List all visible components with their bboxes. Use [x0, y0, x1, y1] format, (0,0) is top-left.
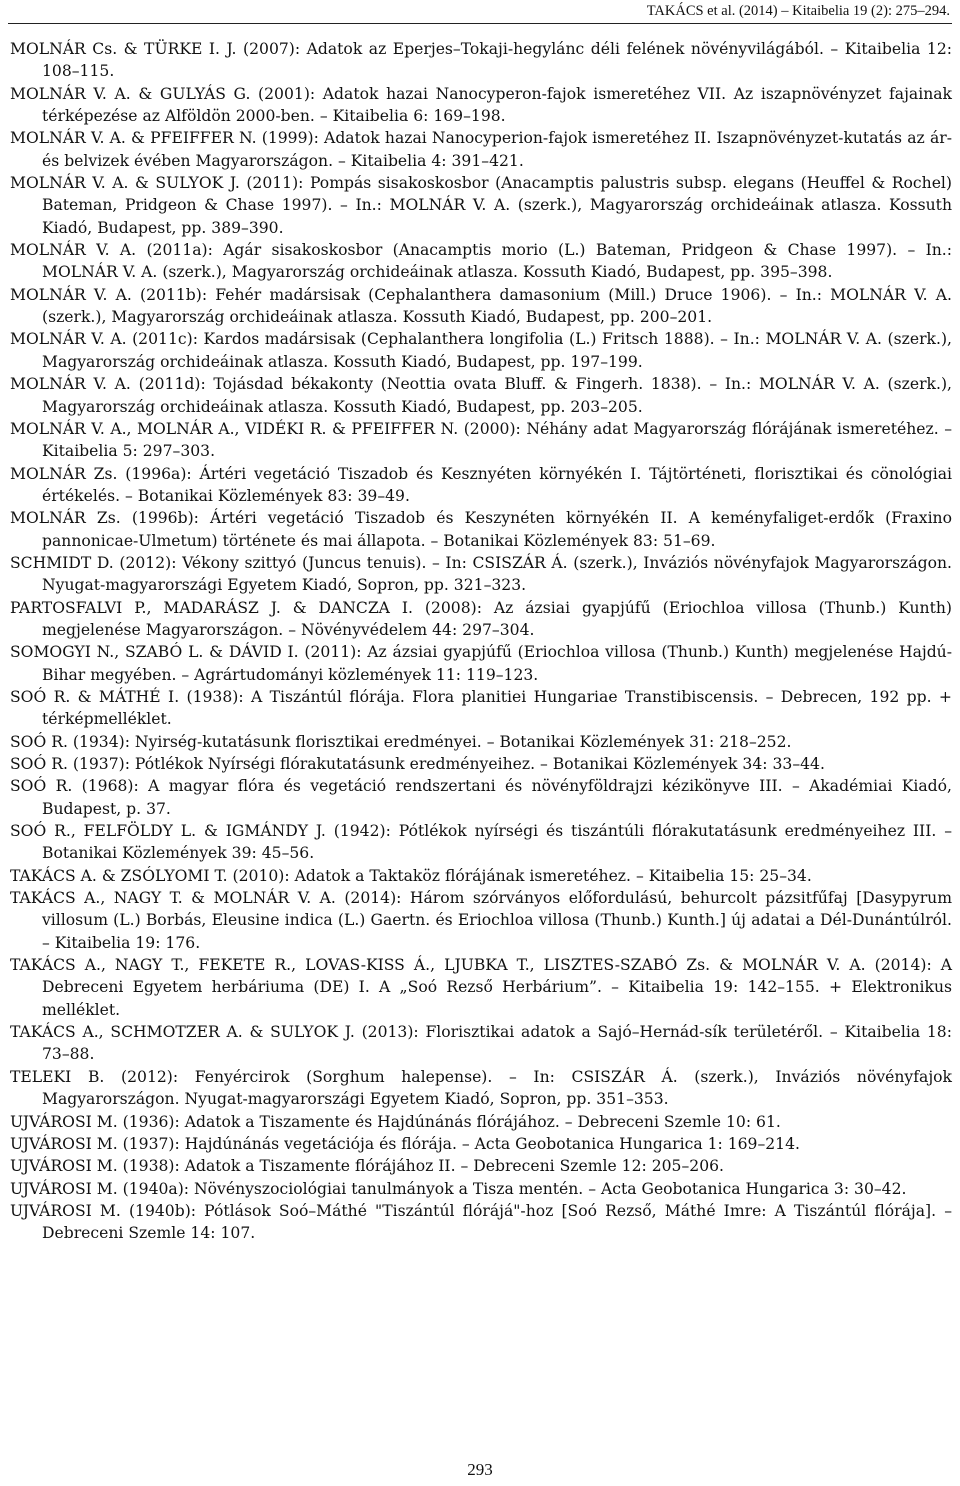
reference-item: MOLNÁR Zs. (1996a): Ártéri vegetáció Tiszadob és Kesznyéten környékén I. Tájtörténeti, florisztikai és cönológiai értékelés. – Botanikai Közlemények 83: 39–49.: [10, 464, 952, 505]
header-rule: [8, 23, 952, 24]
reference-item: SCHMIDT D. (2012): Vékony szittyó (Juncus tenuis). – In: CSISZÁR Á. (szerk.), Inváziós növényfajok Magyarországon. Nyugat-magyarországi Egyetem Kiadó, Sopron, pp. 321–323.: [10, 553, 952, 595]
running-header-text: TAKÁCS et al. (2014) – Kitaibelia 19 (2): 275–294.: [646, 3, 950, 19]
reference-item: SOÓ R. & MÁTHÉ I. (1938): A Tiszántúl flórája. Flora planitiei Hungariae Transtibiscensis. – Debrecen, 192 pp. + térképmelléklet.: [10, 687, 952, 729]
reference-item: SOÓ R. (1934): Nyirség-kutatásunk florisztikai eredményei. – Botanikai Közlemények 31: 218–252.: [10, 732, 792, 751]
page-number: 293: [467, 1460, 493, 1479]
reference-item: SOÓ R. (1937): Pótlékok Nyírségi flórakutatásunk eredményeihez. – Botanikai Közlemények 34: 33–44.: [10, 755, 825, 773]
reference-item: TAKÁCS A., NAGY T. & MOLNÁR V. A. (2014): Három szórványos előfordulású, behurcolt pázsitfűfaj [Dasypyrum villosum (L.) Borbás, Eleusine indica (L.) Gaertn. és Eriochloa villosa (Thunb.) Kunth.] új adatai a Dél-Dunántúlról. – Kitaibelia 19: 176.: [10, 889, 952, 952]
running-header: [0, 0, 960, 30]
reference-item: TAKÁCS A., SCHMOTZER A. & SULYOK J. (2013): Florisztikai adatok a Sajó–Hernád-sík területéről. – Kitaibelia 18: 73–88.: [10, 1023, 952, 1064]
reference-item: MOLNÁR V. A. & PFEIFFER N. (1999): Adatok hazai Nanocyperion-fajok ismeretéhez II. Iszapnövényzet-kutatás az ár- és belvizek évében Magyarországon. – Kitaibelia 4: 391–421.: [10, 129, 952, 170]
reference-item: MOLNÁR V. A., MOLNÁR A., VIDÉKI R. & PFEIFFER N. (2000): Néhány adat Magyarország flórájának ismeretéhez. – Kitaibelia 5: 297–303.: [10, 419, 952, 461]
reference-item: PARTOSFALVI P., MADARÁSZ J. & DANCZA I. (2008): Az ázsiai gyapjúfű (Eriochloa villosa (Thunb.) Kunth) megjelenése Magyarországon. – Növényvédelem 44: 297–304.: [10, 598, 952, 639]
reference-item: UJVÁROSI M. (1938): Adatok a Tiszamente flórájához II. – Debreceni Szemle 12: 205–206.: [10, 1157, 724, 1176]
reference-item: MOLNÁR V. A. (2011c): Kardos madársisak (Cephalanthera longifolia (L.) Fritsch 1888). – In.: MOLNÁR V. A. (szerk.), Magyarország orchideáinak atlasza. Kossuth Kiadó, Budapest, pp. 197–199.: [10, 330, 952, 371]
reference-item: SOMOGYI N., SZABÓ L. & DÁVID I. (2011): Az ázsiai gyapjúfű (Eriochloa villosa (Thunb.) Kunth) megjelenése Hajdú-Bihar megyében. – Agrártudományi közlemények 11: 119–123.: [10, 643, 952, 684]
reference-item: MOLNÁR V. A. & GULYÁS G. (2001): Adatok hazai Nanocyperon-fajok ismeretéhez VII. Az iszapnövényzet fajainak térképezése az Alföldön 2000-ben. – Kitaibelia 6: 169–198.: [10, 84, 952, 126]
reference-item: MOLNÁR V. A. (2011d): Tojásdad békakonty (Neottia ovata Bluff. & Fingerh. 1838). – In.: MOLNÁR V. A. (szerk.), Magyarország orchideáinak atlasza. Kossuth Kiadó, Budapest, pp. 203–205.: [10, 375, 952, 416]
reference-item: UJVÁROSI M. (1936): Adatok a Tiszamente és Hajdúnánás flórájához. – Debreceni Szemle 10: 61.: [10, 1112, 781, 1131]
reference-item: MOLNÁR V. A. (2011a): Agár sisakoskosbor (Anacamptis morio (L.) Bateman, Pridgeon & Chase 1997). – In.: MOLNÁR V. A. (szerk.), Magyarország orchideáinak atlasza. Kossuth Kiadó, Budapest, pp. 395–398.: [10, 241, 952, 282]
reference-item: UJVÁROSI M. (1940b): Pótlások Soó–Máthé "Tiszántúl flórájá"-hoz [Soó Rezső, Máthé Imre: A Tiszántúl flórája]. – Debreceni Szemle 14: 107.: [10, 1201, 952, 1243]
reference-item: MOLNÁR V. A. (2011b): Fehér madársisak (Cephalanthera damasonium (Mill.) Druce 1906). – In.: MOLNÁR V. A. (szerk.), Magyarország orchideáinak atlasza. Kossuth Kiadó, Budapest, pp. 200–201.: [10, 285, 952, 327]
reference-item: MOLNÁR Cs. & TÜRKE I. J. (2007): Adatok az Eperjes–Tokaji-hegylánc déli felének növényvilágából. – Kitaibelia 12: 108–115.: [10, 40, 952, 81]
reference-item: UJVÁROSI M. (1937): Hajdúnánás vegetációja és flórája. – Acta Geobotanica Hungarica 1: 169–214.: [10, 1134, 800, 1153]
reference-item: UJVÁROSI M. (1940a): Növényszociológiai tanulmányok a Tisza mentén. – Acta Geobotanica Hungarica 3: 30–42.: [10, 1179, 907, 1198]
reference-item: SOÓ R. (1968): A magyar flóra és vegetáció rendszertani és növényföldrajzi kézikönyve III. – Akadémiai Kiadó, Budapest, p. 37.: [10, 777, 952, 818]
reference-item: TAKÁCS A. & ZSÓLYOMI T. (2010): Adatok a Taktaköz flórájának ismeretéhez. – Kitaibelia 15: 25–34.: [10, 866, 812, 885]
reference-item: MOLNÁR V. A. & SULYOK J. (2011): Pompás sisakoskosbor (Anacamptis palustris subsp. elegans (Heuffel & Rochel) Bateman, Pridgeon & Chase 1997). – In.: MOLNÁR V. A. (szerk.), Magyarország orchideáinak atlasza. Kossuth Kiadó, Budapest, pp. 389–390.: [10, 174, 952, 237]
reference-item: TAKÁCS A., NAGY T., FEKETE R., LOVAS-KISS Á., LJUBKA T., LISZTES-SZABÓ Zs. & MOLNÁR V. A. (2014): A Debreceni Egyetem herbáriuma (DE) I. A „Soó Rezső Herbárium”. – Kitaibelia 19: 142–155. + Elektronikus melléklet.: [10, 956, 952, 1019]
reference-item: TELEKI B. (2012): Fenyércirok (Sorghum halepense). – In: CSISZÁR Á. (szerk.), Inváziós növényfajok Magyarországon. Nyugat-magyarországi Egyetem Kiadó, Sopron, pp. 351–353.: [10, 1067, 952, 1109]
reference-list: [10, 38, 952, 1245]
reference-item: SOÓ R., FELFÖLDY L. & IGMÁNDY J. (1942): Pótlékok nyírségi és tiszántúli flórakutatásunk eredményeihez III. – Botanikai Közlemények 39: 45–56.: [10, 822, 952, 863]
reference-item: MOLNÁR Zs. (1996b): Ártéri vegetáció Tiszadob és Keszynéten környékén II. A keményfaliget-erdők (Fraxino pannonicae-Ulmetum) története és mai állapota. – Botanikai Közlemények 83: 51–69.: [10, 509, 952, 550]
